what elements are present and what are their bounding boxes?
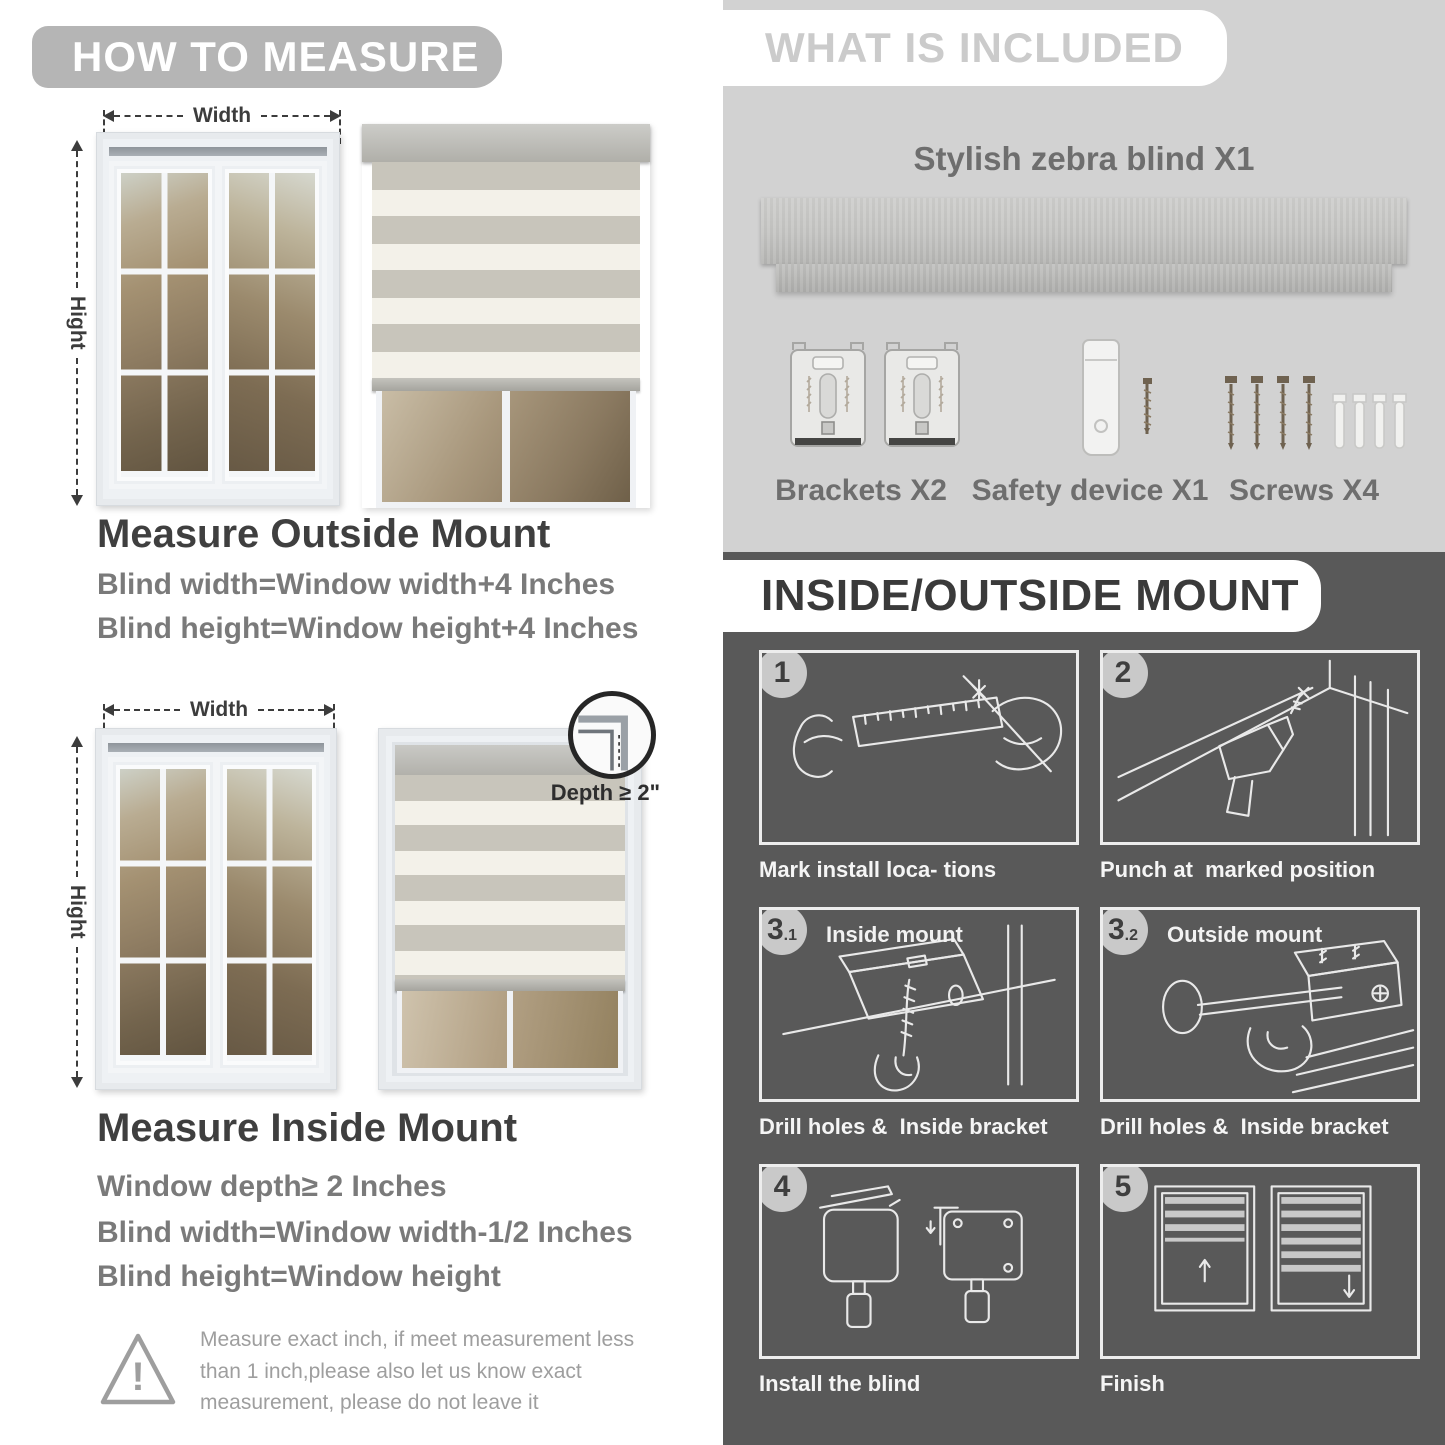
outside-mount-rule-width: Blind width=Window width+4 Inches — [97, 568, 616, 601]
step-panel — [1100, 907, 1420, 1102]
how-to-measure-section — [0, 0, 700, 1445]
depth-requirement-label: Depth ≥ 2" — [550, 780, 660, 805]
outside-mount-title: Outside mount — [1167, 922, 1323, 947]
step-3-1-inside-mount — [759, 907, 1079, 1140]
step-2-punch-position — [1100, 650, 1420, 883]
blind-bottom-rail — [395, 979, 625, 991]
svg-text:!: ! — [131, 1355, 145, 1399]
window-door — [222, 166, 323, 484]
what-is-included-header: WHAT IS INCLUDED — [723, 10, 1227, 86]
mount-section-header: INSIDE/OUTSIDE MOUNT — [723, 560, 1321, 632]
step-panel — [759, 907, 1079, 1102]
step-number-badge: 1 — [759, 650, 807, 698]
step-number-badge: 3 .1 — [759, 907, 807, 955]
arrow-up-icon — [71, 736, 83, 747]
blind-cassette — [362, 124, 650, 162]
safety-device-label: Safety device X1 — [971, 474, 1209, 507]
brackets-icon — [783, 340, 967, 460]
warning-triangle-icon — [95, 1326, 181, 1416]
zebra-blind-cassette-image — [761, 198, 1407, 264]
window-lintel — [108, 743, 324, 752]
step-panel — [1100, 1164, 1420, 1359]
zebra-blind-cassette-lower — [776, 264, 1392, 292]
step-panel — [759, 1164, 1079, 1359]
blind-bottom-rail — [372, 378, 640, 391]
step-caption: Install the blind — [759, 1371, 921, 1396]
arrow-down-icon — [71, 1077, 83, 1088]
arrow-down-icon — [71, 495, 83, 506]
step-caption: Drill holes & Inside bracket — [759, 1114, 1048, 1139]
step-number-badge: 5 — [1100, 1164, 1148, 1212]
height-arrow-inside — [66, 736, 88, 1088]
step-4-install-blind — [759, 1164, 1079, 1397]
outside-mount-heading: Measure Outside Mount — [97, 512, 551, 556]
width-label: Width — [189, 698, 249, 721]
step-5-finish — [1100, 1164, 1420, 1397]
window-door — [220, 762, 320, 1068]
safety-device-icon — [1045, 330, 1175, 465]
inside-mount-title: Inside mount — [826, 922, 963, 947]
drill-illustration — [1103, 653, 1417, 842]
zebra-blind-photo-outside — [362, 124, 650, 508]
step-3-2-outside-mount — [1100, 907, 1420, 1140]
window-photo-outside — [96, 132, 340, 506]
step-number-badge: 2 — [1100, 650, 1148, 698]
step-1-mark-locations — [759, 650, 1079, 883]
inside-mount-rule-width: Blind width=Window width-1/2 Inches — [97, 1216, 633, 1249]
step-panel — [1100, 650, 1420, 845]
window-lintel — [109, 147, 327, 156]
height-label: Hight — [66, 296, 89, 350]
width-arrow-inside — [103, 700, 335, 720]
window-door — [113, 762, 213, 1068]
step-caption: Mark install loca- tions — [759, 857, 997, 882]
mount-instructions-section — [723, 552, 1445, 1445]
step-panel — [759, 650, 1079, 845]
frame-corner-detail — [573, 696, 651, 774]
depth-magnifier-circle — [568, 691, 656, 779]
brackets-label: Brackets X2 — [775, 474, 947, 507]
finished-blinds-illustration — [1103, 1167, 1417, 1356]
window-below-blind — [376, 391, 636, 508]
outside-mount-rule-height: Blind height=Window height+4 Inches — [97, 612, 639, 645]
measurement-warning-text: Measure exact inch, if meet measurement less than 1 inch,please also let us know exact measurement, please do not leave it — [200, 1328, 635, 1414]
mark-locations-illustration — [762, 653, 1076, 842]
step-caption: Drill holes & Inside bracket — [1100, 1114, 1389, 1139]
step-caption: Finish — [1100, 1371, 1165, 1396]
width-label: Width — [192, 104, 252, 127]
window-photo-inside — [95, 728, 337, 1090]
window-below-blind — [397, 991, 623, 1073]
height-label: Hight — [66, 885, 89, 939]
height-arrow-outside — [66, 140, 88, 506]
step-number-badge: 4 — [759, 1164, 807, 1212]
step-number-badge: 3 .2 — [1100, 907, 1148, 955]
product-label: Stylish zebra blind X1 — [913, 140, 1255, 177]
inside-mount-heading: Measure Inside Mount — [97, 1106, 518, 1150]
arrow-up-icon — [71, 140, 83, 151]
inside-mount-rule-depth: Window depth≥ 2 Inches — [97, 1170, 447, 1203]
what-is-included-section — [723, 0, 1445, 552]
how-to-measure-header: HOW TO MEASURE — [32, 26, 502, 88]
step-caption: Punch at marked position — [1100, 857, 1376, 882]
screws-label: Screws X4 — [1228, 474, 1380, 507]
inside-mount-rule-height: Blind height=Window height — [97, 1260, 501, 1293]
blind-stripes — [372, 162, 640, 378]
install-blind-illustration — [762, 1167, 1076, 1356]
width-arrow-outside — [103, 106, 341, 126]
window-door — [114, 166, 215, 484]
screws-icon — [1217, 372, 1407, 464]
